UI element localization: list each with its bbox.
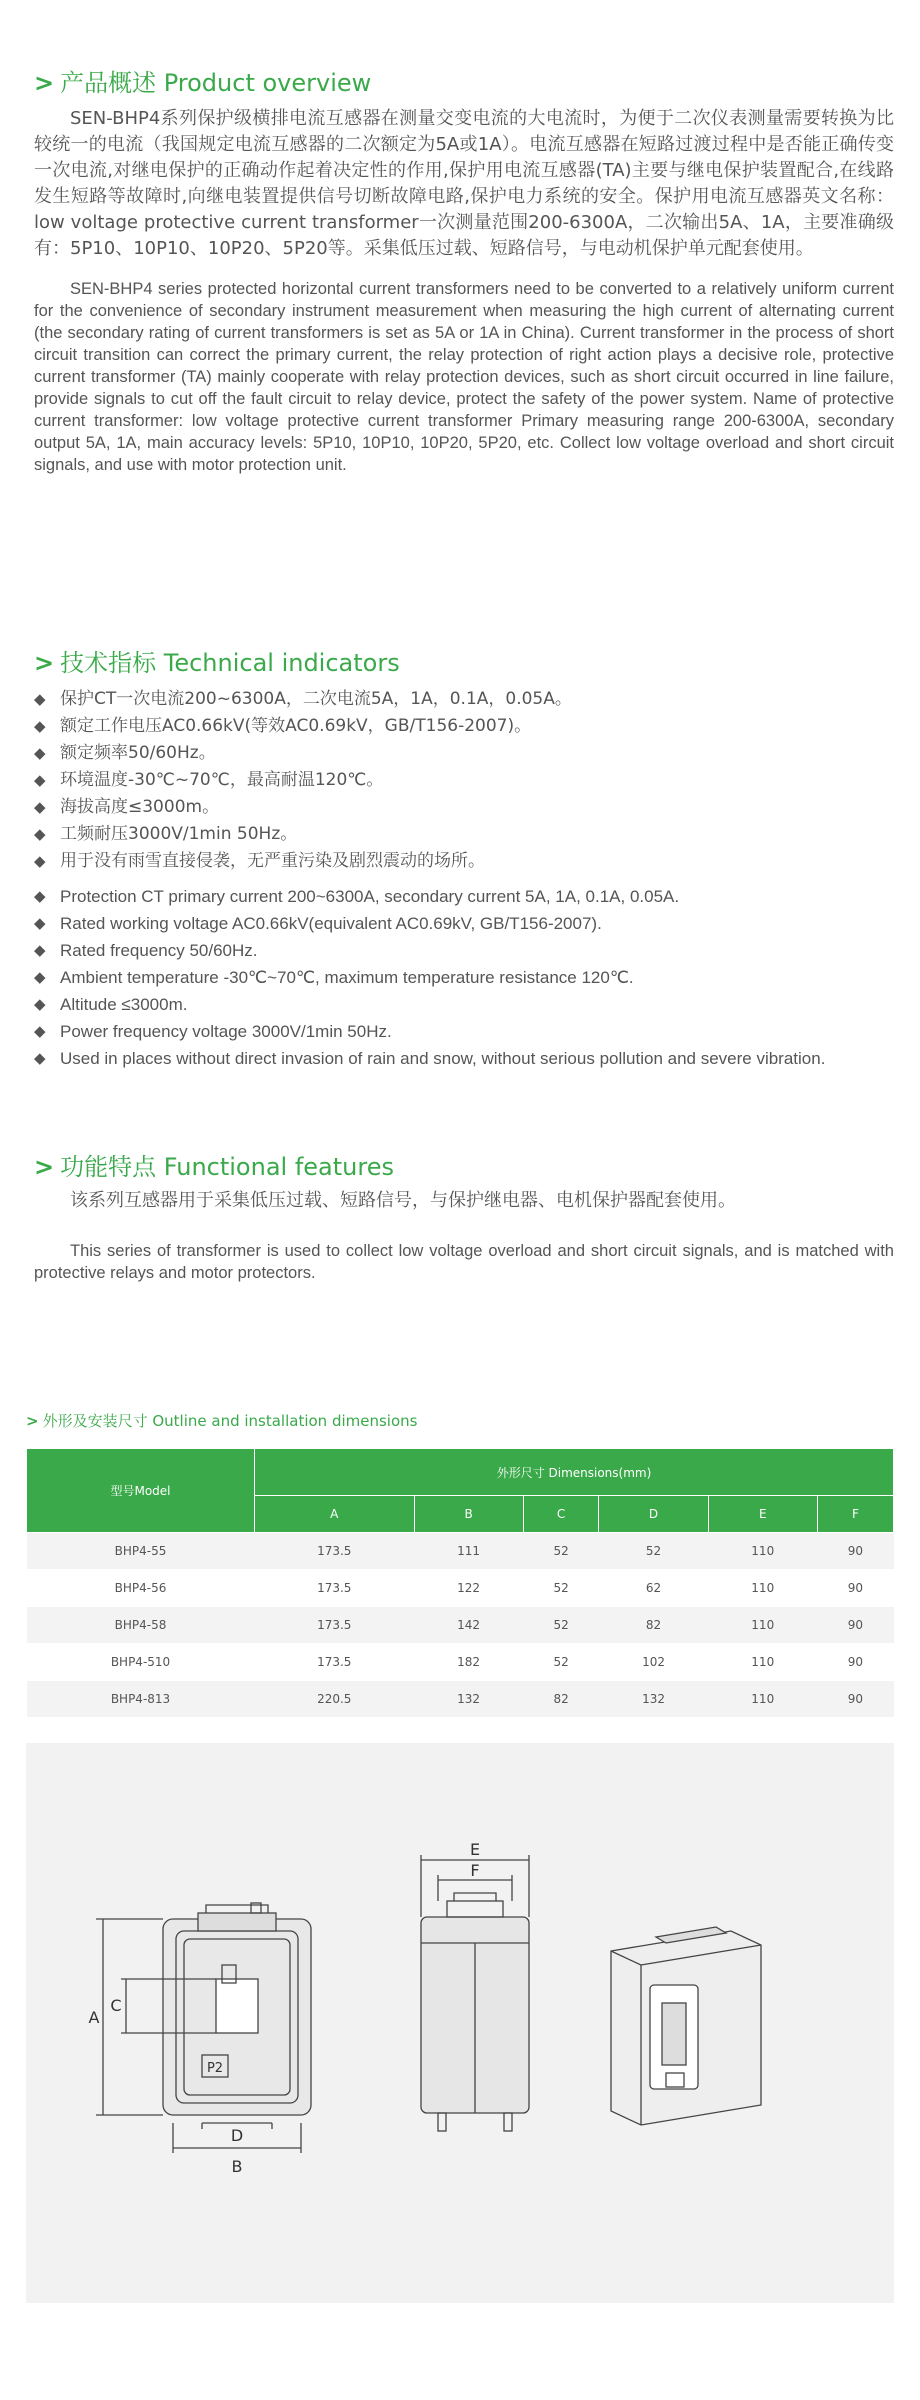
dimension-cell: 132	[599, 1681, 708, 1718]
outline-drawing	[26, 1743, 894, 2303]
outline-title-text: 外形及安装尺寸 Outline and installation dimensions	[42, 1412, 418, 1430]
indicator-text: Protection CT primary current 200~6300A, secondary current 5A, 1A, 0.1A, 0.05A.	[60, 887, 680, 906]
indicator-item	[34, 1045, 894, 1072]
overview-cn-paragraph: SEN-BHP4系列保护级横排电流互感器在测量交变电流的大电流时，为便于二次仪表测量需要转换为比较统一的电流（我国规定电流互感器的二次额定为5A或1A）。电流互感器在短路过渡过程中是否能正确传变一次电流,对继电保护的正确动作起着决定性的作用,保护用电流互感器(TA)主要与继电保护装置配合,在线路发生短路等故障时,向继电装置提供信号切断故障电路,保护电力系统的安全。保护用电流互感器英文名称：low voltage protective current transformer一次测量范围200-6300A，二次输出5A、1A，主要准确级有：5P10、10P10、10P20、5P20等。采集低压过载、短路信号，与电动机保护单元配套使用。	[34, 108, 894, 259]
diamond-bullet-icon: ◆	[34, 825, 46, 843]
isometric-view	[611, 1927, 761, 2125]
indicator-item	[34, 686, 894, 713]
indicator-item	[34, 883, 894, 910]
functional-cn-paragraph: 该系列互感器用于采集低压过载、短路信号，与保护继电器、电机保护器配套使用。	[70, 1190, 736, 1211]
dimension-cell: 90	[817, 1607, 893, 1644]
chevron-right-icon: >	[26, 1412, 39, 1430]
dimension-cell: 90	[817, 1681, 893, 1718]
diamond-bullet-icon: ◆	[34, 744, 46, 762]
model-cell: BHP4-510	[27, 1644, 255, 1681]
technical-section	[34, 648, 894, 1072]
indicator-text: 环境温度-30℃~70℃，最高耐温120℃。	[60, 770, 384, 790]
column-header: D	[599, 1496, 708, 1533]
dimension-cell: 110	[708, 1607, 817, 1644]
diamond-bullet-icon: ◆	[34, 717, 46, 735]
model-cell: BHP4-55	[27, 1533, 255, 1570]
technical-title-text: 技术指标 Technical indicators	[60, 649, 400, 677]
indicator-text: 工频耐压3000V/1min 50Hz。	[60, 824, 298, 844]
dim-label-b: B	[231, 2157, 243, 2176]
model-cell: BHP4-56	[27, 1570, 255, 1607]
technical-title	[34, 648, 894, 678]
side-view	[421, 1855, 529, 2131]
diamond-bullet-icon: ◆	[34, 771, 46, 789]
indicator-text: Ambient temperature -30℃~70℃, maximum temperature resistance 120℃.	[60, 968, 634, 987]
diamond-bullet-icon: ◆	[34, 1023, 46, 1040]
dim-label-c: C	[110, 1996, 122, 2015]
indicator-item	[34, 713, 894, 740]
dimensions-header: 外形尺寸 Dimensions(mm)	[255, 1449, 894, 1496]
dim-label-d: D	[230, 2126, 244, 2145]
dimension-cell: 52	[523, 1570, 599, 1607]
dimension-cell: 220.5	[255, 1681, 415, 1718]
model-cell: BHP4-58	[27, 1607, 255, 1644]
dimension-cell: 52	[523, 1607, 599, 1644]
column-header: E	[708, 1496, 817, 1533]
indicator-text: Rated working voltage AC0.66kV(equivalent AC0.69kV, GB/T156-2007).	[60, 914, 602, 933]
outline-title	[26, 1410, 417, 1431]
indicator-item	[34, 937, 894, 964]
model-cell: BHP4-813	[27, 1681, 255, 1718]
functional-title-text: 功能特点 Functional features	[60, 1153, 394, 1181]
dimension-cell: 110	[708, 1533, 817, 1570]
dimension-cell: 90	[817, 1644, 893, 1681]
diamond-bullet-icon: ◆	[34, 690, 46, 708]
indicator-item	[34, 1018, 894, 1045]
overview-title	[34, 68, 894, 98]
diamond-bullet-icon: ◆	[34, 852, 46, 870]
indicator-item	[34, 740, 894, 767]
indicator-item	[34, 991, 894, 1018]
chevron-right-icon: >	[34, 649, 55, 677]
chevron-right-icon: >	[34, 69, 55, 97]
indicator-item	[34, 848, 894, 875]
dimension-cell: 52	[523, 1644, 599, 1681]
dimensions-table-body	[27, 1533, 894, 1718]
dimension-cell: 110	[708, 1570, 817, 1607]
indicator-text: Used in places without direct invasion of rain and snow, without serious pollution and severe vibration.	[60, 1049, 826, 1068]
column-header: B	[414, 1496, 523, 1533]
column-header: C	[523, 1496, 599, 1533]
front-view	[96, 1903, 311, 2153]
indicator-text: Power frequency voltage 3000V/1min 50Hz.	[60, 1022, 392, 1041]
dimension-cell: 142	[414, 1607, 523, 1644]
dimension-cell: 173.5	[255, 1607, 415, 1644]
diamond-bullet-icon: ◆	[34, 942, 46, 959]
dim-label-e: E	[469, 1840, 481, 1859]
dimension-cell: 82	[599, 1607, 708, 1644]
overview-title-text: 产品概述 Product overview	[60, 69, 372, 97]
technical-en-list	[34, 883, 894, 1072]
overview-section	[34, 68, 894, 476]
dimension-cell: 110	[708, 1644, 817, 1681]
dimension-cell: 122	[414, 1570, 523, 1607]
dimension-cell: 62	[599, 1570, 708, 1607]
dimension-cell: 110	[708, 1681, 817, 1718]
dimension-cell: 182	[414, 1644, 523, 1681]
dimension-cell: 173.5	[255, 1644, 415, 1681]
dim-label-f: F	[470, 1861, 480, 1880]
dimension-cell: 90	[817, 1570, 893, 1607]
dim-label-a: A	[88, 2008, 100, 2027]
diamond-bullet-icon: ◆	[34, 969, 46, 986]
technical-cn-list	[34, 686, 894, 875]
diamond-bullet-icon: ◆	[34, 996, 46, 1013]
functional-en-paragraph: This series of transformer is used to collect low voltage overload and short circuit signals, and is matched with protective relays and motor protectors.	[34, 1242, 894, 1282]
chevron-right-icon: >	[34, 1153, 55, 1181]
indicator-text: 额定频率50/60Hz。	[60, 743, 216, 763]
indicator-text: 保护CT一次电流200~6300A，二次电流5A，1A，0.1A，0.05A。	[60, 689, 572, 709]
terminal-label-p2: P2	[206, 2061, 224, 2076]
table-row	[27, 1607, 894, 1644]
outline-drawing-panel	[26, 1743, 894, 2303]
column-header: A	[255, 1496, 415, 1533]
dimension-cell: 52	[599, 1533, 708, 1570]
indicator-item	[34, 767, 894, 794]
diamond-bullet-icon: ◆	[34, 915, 46, 932]
dimension-cell: 132	[414, 1681, 523, 1718]
dimension-cell: 102	[599, 1644, 708, 1681]
table-row	[27, 1681, 894, 1718]
table-row	[27, 1570, 894, 1607]
model-header: 型号Model	[27, 1449, 255, 1533]
indicator-item	[34, 964, 894, 991]
dimensions-table	[26, 1448, 894, 1718]
dimension-cell: 173.5	[255, 1533, 415, 1570]
dimension-cell: 90	[817, 1533, 893, 1570]
table-row	[27, 1533, 894, 1570]
diamond-bullet-icon: ◆	[34, 798, 46, 816]
dimension-cell: 52	[523, 1533, 599, 1570]
functional-section	[34, 1152, 894, 1284]
dimension-cell: 173.5	[255, 1570, 415, 1607]
indicator-item	[34, 910, 894, 937]
indicator-text: 用于没有雨雪直接侵袭，无严重污染及剧烈震动的场所。	[60, 851, 485, 871]
column-header: F	[817, 1496, 893, 1533]
dimension-cell: 82	[523, 1681, 599, 1718]
indicator-text: 海拔高度≤3000m。	[60, 797, 220, 817]
functional-title	[34, 1152, 894, 1182]
indicator-text: 额定工作电压AC0.66kV(等效AC0.69kV，GB/T156-2007)。	[60, 716, 532, 736]
indicator-text: Altitude ≤3000m.	[60, 995, 188, 1014]
indicator-text: Rated frequency 50/60Hz.	[60, 941, 258, 960]
indicator-item	[34, 794, 894, 821]
table-row	[27, 1644, 894, 1681]
diamond-bullet-icon: ◆	[34, 1050, 46, 1067]
overview-en-paragraph: SEN-BHP4 series protected horizontal current transformers need to be converted to a relatively uniform current for the convenience of secondary instrument measurement when measuring the high current of alternating current (the secondary rating of current transformers is set as 5A or 1A in China). Current transformer in the process of short circuit transition can correct the primary current, the relay protection of right action plays a decisive role, protective current transformer (TA) mainly cooperate with relay protection devices, such as short circuit occurred in line failure, provide signals to cut off the fault circuit to relay device, protect the safety of the power system. Name of protective current transformer: low voltage protective current transformer Primary measuring range 200-6300A, secondary output 5A, 1A, main accuracy levels: 5P10, 10P10, 10P20, 5P20, etc. Collect low voltage overload and short circuit signals, and use with motor protection unit.	[34, 280, 894, 474]
indicator-item	[34, 821, 894, 848]
dimension-cell: 111	[414, 1533, 523, 1570]
diamond-bullet-icon: ◆	[34, 888, 46, 905]
